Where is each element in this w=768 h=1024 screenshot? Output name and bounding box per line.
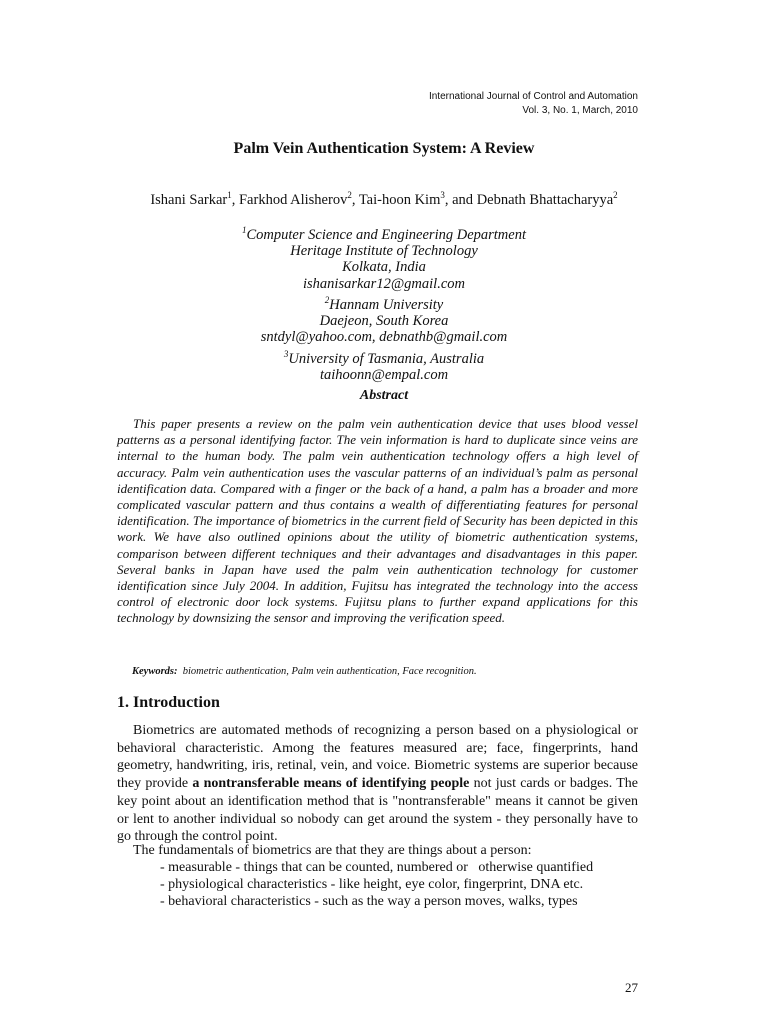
email: taihoonn@empal.com (319, 366, 449, 383)
list-item: - physiological characteristics - like height, eye color, fingerprint, DNA etc. (160, 877, 584, 892)
institution: University of Tasmania, Australia (288, 350, 485, 367)
keywords-text: biometric authentication, Palm vein authentication, Face recognition. (182, 666, 477, 677)
author-affiliation-mark: 2 (347, 190, 352, 200)
author-list (0, 190, 768, 209)
affiliation-mark: 3 (283, 348, 289, 359)
author-affiliation-mark: 2 (613, 190, 618, 200)
intro-paragraph (117, 722, 638, 846)
keywords (132, 666, 652, 677)
author-separator: , (351, 191, 359, 208)
author-separator: , (231, 191, 239, 208)
department: Computer Science and Engineering Department (246, 226, 526, 243)
intro-text: Biometrics are automated methods of recognizing a person based on a physiological or behavioral characteristic. Among the features measured are; face, fingerprints, hand geometry, handwriting, iris, retinal, vein, and voice. Biometric systems are superior because they provide (117, 723, 638, 792)
list-item: - behavioral characteristics - such as the way a person moves, walks, types (160, 894, 578, 909)
paper-title: Palm Vein Authentication System: A Review (233, 140, 535, 157)
author-separator: , and (444, 191, 477, 208)
affiliation-mark: 2 (324, 295, 330, 306)
institution: Hannam University (329, 296, 444, 313)
keywords-label: Keywords: (132, 666, 178, 677)
affiliation-mark: 1 (242, 225, 247, 235)
email: ishanisarkar12@gmail.com (303, 275, 465, 292)
affiliation-line (0, 222, 768, 243)
intro-emphasis: a nontransferable means of identifying people (192, 776, 470, 792)
section-heading: 1. Introduction (117, 694, 220, 711)
intro-paragraph: The fundamentals of biometrics are that they are things about a person: (133, 843, 532, 858)
author-name: Ishani Sarkar (150, 191, 228, 208)
author-affiliation-mark: 1 (227, 190, 232, 200)
location: Kolkata, India (342, 259, 426, 276)
abstract-heading: Abstract (359, 388, 409, 403)
characteristics-list (160, 859, 640, 910)
location: Daejeon, South Korea (319, 313, 449, 330)
affiliation-line (0, 292, 768, 313)
journal-header (429, 90, 638, 118)
page-number: 27 (625, 980, 638, 995)
journal-volume: Vol. 3, No. 1, March, 2010 (522, 105, 638, 116)
abstract-body: This paper presents a review on the palm vein authentication device that uses blood vessel patterns as a personal identifying factor. The vein information is hard to duplicate since veins are internal to the human body. The palm vein authentication technology offers a high level of accuracy. Palm vein authentication uses the vascular patterns of an individual’s palm as personal identification data. Compared with a finger or the back of a hand, a palm has a broader and more complicated vascular pattern and thus contains a wealth of differentiating features for personal identification. The importance of biometrics in the current field of Security has been depicted in this work. We have also outlined opinions about the utility of biometric authentication systems, comparison between different techniques and their advantages and disadvantages in this paper. Several banks in Japan have used the palm vein authentication technology for customer identification since July 2004. In addition, Fujitsu has integrated the technology into the access control of electronic door lock systems. Fujitsu plans to further expand applications for this technology by downsizing the sensor and improving the verification speed. (117, 416, 638, 626)
author-name: Farkhod Alisherov (238, 191, 348, 208)
affiliation-line (0, 346, 768, 367)
affiliation-block (0, 222, 768, 383)
intro-text: not just cards or badges. The key point about an identification method that is "nontransferable" means it cannot be given or lent to another individual so nobody can get around the system - they personally have to go through the control point. (117, 776, 639, 845)
author-name: Tai-hoon Kim (358, 191, 441, 208)
author-name: Debnath Bhattacharyya (476, 191, 614, 208)
institution: Heritage Institute of Technology (290, 243, 478, 260)
email: sntdyl@yahoo.com, debnathb@gmail.com (260, 329, 508, 346)
list-item: - measurable - things that can be counted, numbered or otherwise quantified (160, 860, 594, 875)
journal-name: International Journal of Control and Automation (428, 91, 638, 102)
author-affiliation-mark: 3 (440, 190, 445, 200)
